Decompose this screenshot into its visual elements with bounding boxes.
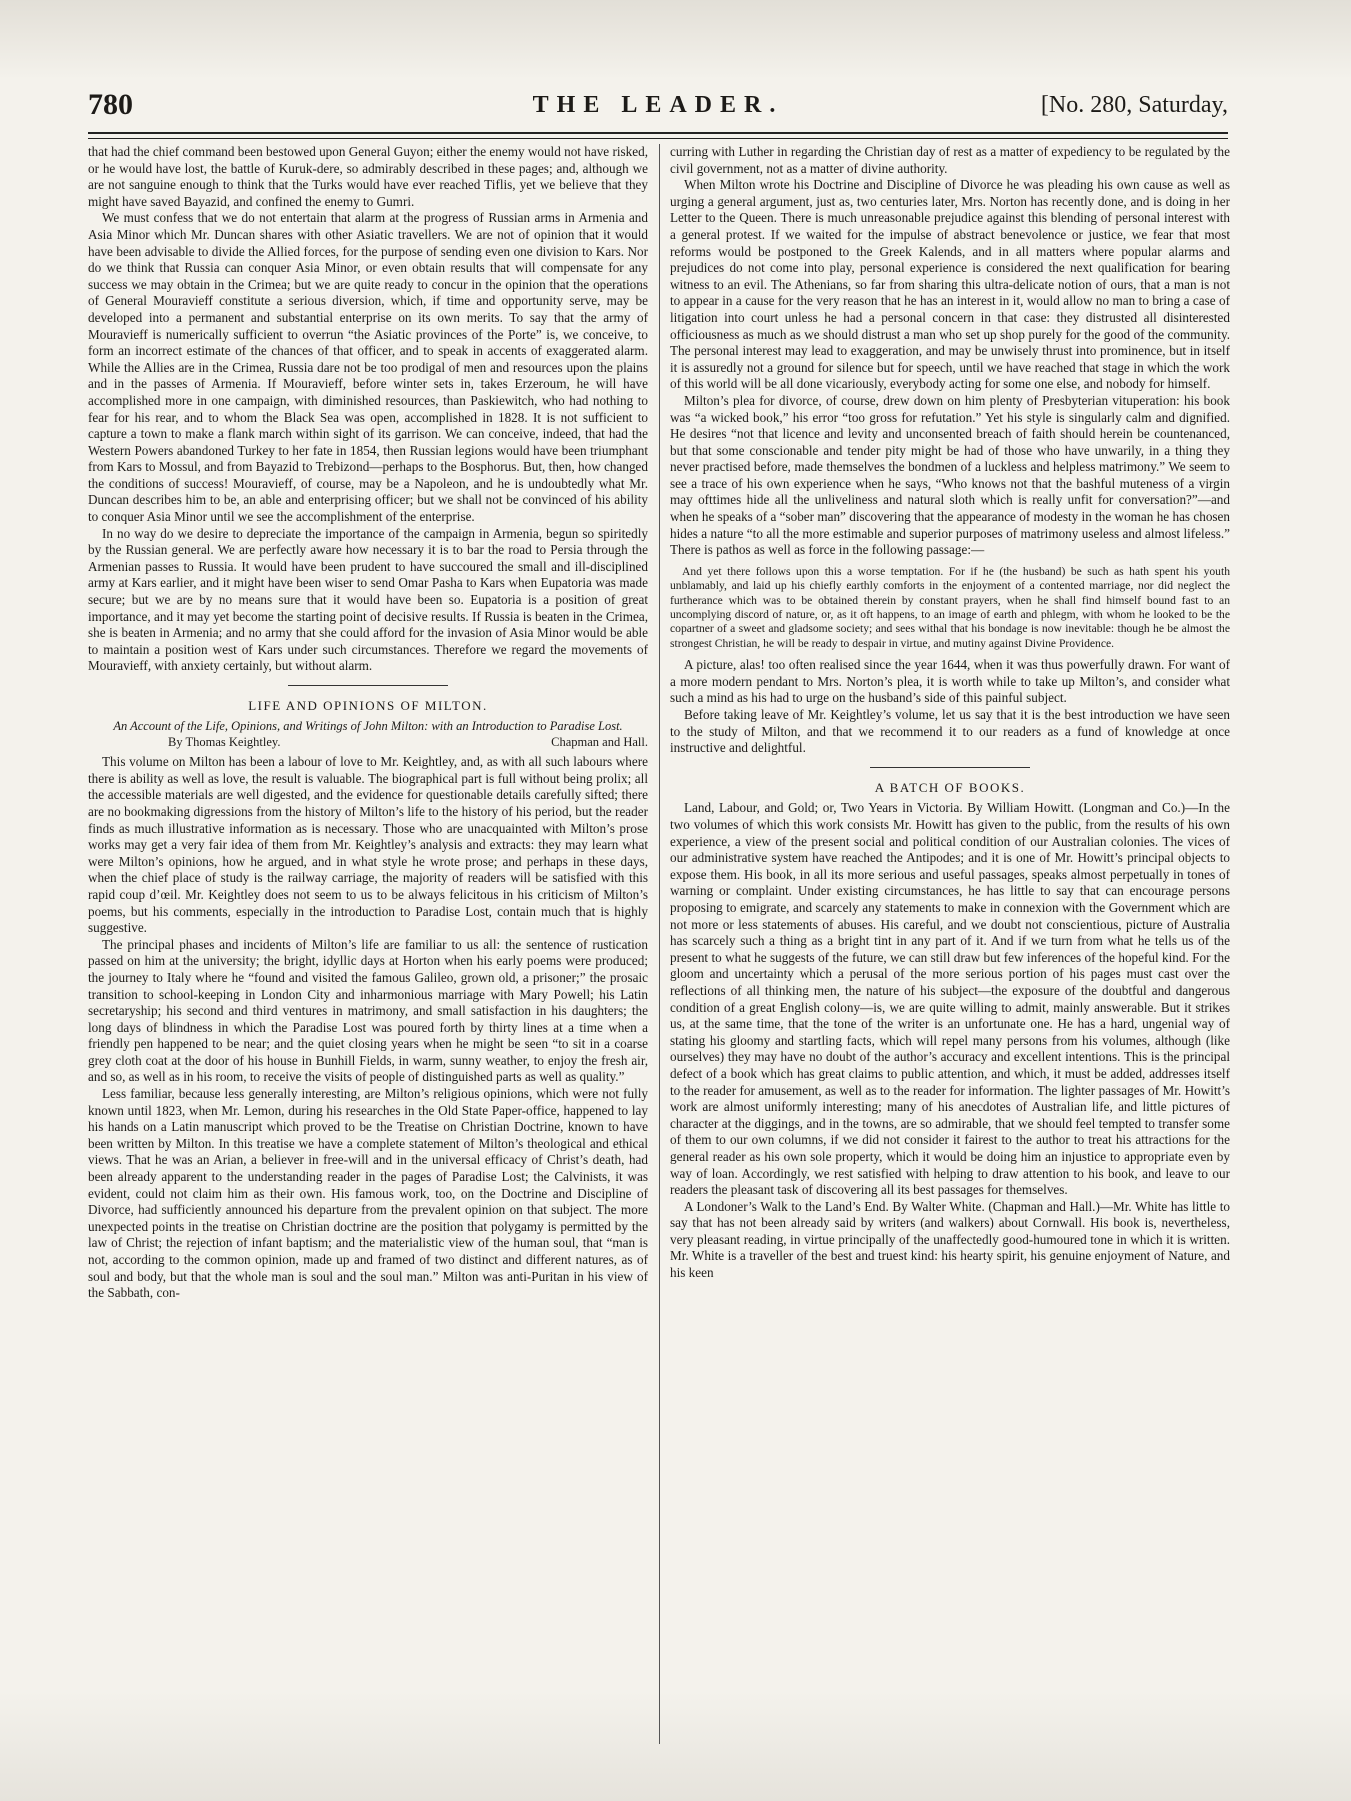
paragraph: This volume on Milton has been a labour of love to Mr. Keightley, and, as with all such labours where there is ability as well as love, the result is valuable. The biographical part is full without being prolix; all the accessible materials are well digested, and the evidence for questionable details carefully sifted; there are no bookmaking digressions from the history of Milton’s life to the history of his period, but the reader finds as much illustrative information as is necessary. Those who are unacquainted with Milton’s prose works may get a very fair idea of them from Mr. Keightley’s analysis and extracts: they may learn what were Milton’s opinions, how he argued, and in what style he wrote prose; and perhaps in these days, when the chief place of study is the railway carriage, the majority of readers will be satisfied with this rapid coup d’œil. Mr. Keightley does not seem to us to be always felicitous in his criticism of Milton’s poems, but his comments, especially in the introduction to Paradise Lost, contain much that is highly suggestive. xyxy=(88,754,648,936)
left-column xyxy=(88,144,648,1744)
right-column xyxy=(670,144,1230,1744)
newspaper-page xyxy=(88,70,1228,1750)
paragraph: that had the chief command been bestowed upon General Guyon; either the enemy would not have risked, or he would have lost, the battle of Kuruk-dere, so admirably described in these pages; and, although we are not sanguine enough to think that the Turks would have ever reached Tiflis, yet we believe that they might have saved Bayazid, and confined the enemy to Gumri. xyxy=(88,144,648,209)
masthead-rule xyxy=(88,132,1228,139)
masthead xyxy=(88,88,1228,128)
paragraph: A picture, alas! too often realised since the year 1644, when it was thus powerfully drawn. For want of a more modern pendant to Mrs. Norton’s plea, it is worth while to take up Milton’s, and consider what such a mind as his had to urge on the husband’s side of this painful subject. xyxy=(670,657,1230,706)
paragraph: In no way do we desire to depreciate the importance of the campaign in Armenia, begun so spiritedly by the Russian general. We are perfectly aware how necessary it is to bar the road to Persia through the Armenian passes to Russia. It would have been prudent to have succoured the small and ill-disciplined army at Kars earlier, and it might have been wiser to send Omar Pasha to Kars when Eupatoria was made secure; but we are by no means sure that it would have been so. Eupatoria is a position of great importance, and it may yet become the starting point of decisive results. If Russia is beaten in the Crimea, she is beaten in Armenia; and no army that she could afford for the invasion of Asia Minor would be able to maintain a position west of Kars under such circumstances. Therefore we regard the movements of Mouravieff, with anxiety certainly, but without alarm. xyxy=(88,525,648,674)
page-number: 780 xyxy=(88,88,133,121)
paragraph: Land, Labour, and Gold; or, Two Years in Victoria. By William Howitt. (Longman and Co.)—In the two volumes of which this work consists Mr. Howitt has given to the public, from the results of his own experience, a view of the present social and political condition of our Australian colonies. The vices of our administrative system have reached the Antipodes; and it is one of Mr. Howitt’s principal objects to expose them. His book, in all its more serious and useful passages, speaks almost perpetually in tones of warning or complaint. Under existing circumstances, he has little to say that can encourage persons proposing to emigrate, and scarcely any statements to make in connexion with the Government which are not more or less statements of abuses. His careful, and we doubt not conscientious, picture of Australia has scarcely such a thing as a bright tint in any part of it. And if we turn from what he tells us of the present to what he suggests of the future, we can still draw but few inferences of the hopeful kind. For the gloom and uncertainty which a perusal of the more serious portion of his pages must cast over the reflections of all thinking men, the nature of his subject—the exposure of the doubtful and dangerous condition of a great English colony—is, we are quite willing to admit, mainly answerable. But it strikes us, at the same time, that the tone of the writer is an unfortunate one. He has a hard, ungenial way of stating his gloomy and startling facts, which will repel many persons from his volumes, although (like ourselves) they may have no doubt of the author’s accuracy and excellent intentions. This is the principal defect of a book which has great claims to public attention, and which, it must be added, addresses itself to the reader for amusement, as well as to the reader for information. The lighter passages of Mr. Howitt’s work are almost uniformly interesting; many of his anecdotes of Australian life, and little pictures of character at the diggings, and in the towns, are so admirable, that we should feel tempted to transfer some of them to our own columns, if we did not consider it fairest to the author to treat his attractions for the general reader as his own sole property, which it would be doing him an injustice to appropriate even by way of loan. Accordingly, we rest satisfied with helping to draw attention to his book, and leave to our readers the pleasant task of discovering all its best passages for themselves. xyxy=(670,800,1230,1198)
issue-label: [No. 280, Saturday, xyxy=(1040,92,1228,118)
section-divider xyxy=(288,685,448,686)
section-divider xyxy=(870,767,1030,768)
article-subtitle: An Account of the Life, Opinions, and Writings of John Milton: with an Introduction to Paradise Lost. xyxy=(113,718,623,733)
paragraph: We must confess that we do not entertain that alarm at the progress of Russian arms in Armenia and Asia Minor which Mr. Duncan shares with other Asiatic travellers. We are not of opinion that it would have been advisable to divide the Allied forces, for the purpose of sending even one division to Kars. Nor do we think that Russia can conquer Asia Minor, or even obtain results that will compensate for any success we may obtain in the Crimea; but we are quite ready to concur in the opinion that the operations of General Mouravieff constitute a serious diversion, which, if time and opportunity serve, may be developed into a permanent and substantial enterprise on its own merits. To say that the army of Mouravieff is numerically sufficient to overrun “the Asiatic provinces of the Porte” is, we conceive, to form an incorrect estimate of the chances of that officer, and to speak in accents of exaggerated alarm. While the Allies are in the Crimea, Russia dare not be too prodigal of men and resources upon the plains and in the passes of Armenia. If Mouravieff, before winter sets in, takes Erzeroum, he will have accomplished more in one campaign, with diminished resources, than Paskiewitch, who had nothing to fear for his rear, and to whom the Black Sea was open, accomplished in 1828. It is not sufficient to capture a town to make a flank march within sight of its garrison. We can conceive, indeed, that had the Western Powers abandoned Turkey to her fate in 1854, then Russian legions would have been triumphant from Kars to Mossul, and from Bayazid to Trebizond—perhaps to the Bosphorus. But, then, how changed the conditions of success! Mouravieff, of course, may be a Napoleon, and he is undoubtedly what Mr. Duncan describes him to be, an able and enterprising officer; but we shall not be convinced of his ability to conquer Asia Minor until we see the accomplishment of the enterprise. xyxy=(88,210,648,525)
paragraph: curring with Luther in regarding the Christian day of rest as a matter of expediency to be regulated by the civil government, not as a matter of divine authority. xyxy=(670,144,1230,176)
quote-text: And yet there follows upon this a worse temptation. For if he (the husband) be such as hath spent his youth unblamably, and laid up his chiefly earthly comforts in the enjoyment of a contented marriage, nor did neglect the furtherance which was to be obtained therein by constant prayers, when he shall find himself bound fast to an uncomplying discord of nature, or, as it oft happens, to an image of earth and phlegm, with whom he looked to be the copartner of a sweet and gladsome society; and sees withal that his bondage is now inevitable: though he be almost the strongest Christian, he will be ready to despair in virtue, and mutiny against Divine Providence. xyxy=(670,564,1230,650)
paragraph: When Milton wrote his Doctrine and Discipline of Divorce he was pleading his own cause as well as urging a general argument, just as, two centuries later, Mrs. Norton has recently done, and is doing in her Letter to the Queen. There is much unreasonable prejudice against this blending of personal interest with a general protest. If we waited for the impulse of abstract benevolence or justice, we fear that most reforms would be postponed to the Greek Kalends, and in all matters where popular alarms and prejudices do not come into play, personal experience is considered the next qualification for bearing witness to an evil. The Athenians, so far from sharing this ultra-delicate notion of ours, that a man is not to appear in a cause for the very reason that he has an interest in it, would allow no man to bring a case of litigation into court unless he had a personal concern in that case: they distrusted all disinterested officiousness as much as we should distrust a man who set up shop purely for the good of the community. The personal interest may lead to exaggeration, and may be unwisely thrust into prominence, but in itself it is assuredly not a ground for silence but for speech, until we have reached that stage in which the work of this world will be all done vicariously, everybody acting for some one else, and nobody for himself. xyxy=(670,177,1230,392)
author: By Thomas Keightley. xyxy=(168,734,281,749)
article-heading-batch: A BATCH OF BOOKS. xyxy=(874,779,1026,795)
publisher: Chapman and Hall. xyxy=(551,734,648,749)
block-quote xyxy=(670,565,1230,651)
scan-margin-top xyxy=(0,0,1351,80)
paragraph: Milton’s plea for divorce, of course, drew down on him plenty of Presbyterian vituperation: his book was “a wicked book,” his error “too gross for refutation.” Yet his style is singularly calm and dignified. He desires “not that licence and levity and unconsented breach of faith should herein be countenanced, but that some conscionable and tender pity might be had of those who have unwarily, in a thing they never practised before, made themselves the bondmen of a luckless and helpless matrimony.” We seem to see a trace of his own experience when he says, “Who knows not that the bashful muteness of a virgin may ofttimes hide all the unliveliness and natural sloth which is really unfit for conversation?”—and when he speaks of a “sober man” discovering that the appearance of modesty in the woman he has chosen hides a nature “to all the more estimable and superior purposes of matrimony useless and almost lifeless.” There is pathos as well as force in the following passage:— xyxy=(670,392,1230,558)
paragraph: The principal phases and incidents of Milton’s life are familiar to us all: the sentence of rustication passed on him at the university; the bright, idyllic days at Horton when his early poems were produced; the journey to Italy where he “found and visited the famous Galileo, grown old, a prisoner;” the prosaic transition to school-keeping in London City and inharmonious marriage with Mary Powell; his Latin secretaryship; his second and third ventures in matrimony, and small satisfaction in his daughters; the long days of blindness in which the Paradise Lost was poured forth by thirty lines at a time when a friendly pen happened to be near; and the quiet closing years when he might be seen “to sit in a coarse grey cloth coat at the door of his house in Bunhill Fields, in warm, sunny weather, to enjoy the fresh air, and so, as well as in his room, to receive the visits of people of distinguished parts as well as quality.” xyxy=(88,936,648,1085)
paragraph: A Londoner’s Walk to the Land’s End. By Walter White. (Chapman and Hall.)—Mr. White has little to say that has not been already said by writers (and walkers) about Cornwall. His book is, nevertheless, very pleasant reading, in virtue principally of the unaffectedly good-humoured tone in which it is written. Mr. White is a traveller of the best and truest kind: his hearty spirit, his genuine enjoyment of Nature, and his keen xyxy=(670,1198,1230,1281)
byline xyxy=(88,734,648,751)
column-divider xyxy=(659,144,660,1744)
newspaper-title: THE LEADER. xyxy=(532,92,784,118)
paragraph: Before taking leave of Mr. Keightley’s volume, let us say that it is the best introduction we have seen to the study of Milton, and that we recommend it to our readers as a fund of knowledge at once instructive and delightful. xyxy=(670,707,1230,756)
article-heading-milton: LIFE AND OPINIONS OF MILTON. xyxy=(248,698,488,713)
paragraph: Less familiar, because less generally interesting, are Milton’s religious opinions, which were not fully known until 1823, when Mr. Lemon, during his researches in the Old State Paper-office, happened to lay his hands on a Latin manuscript which proved to be the Treatise on Christian Doctrine, known to have been written by Milton. In this treatise we have a complete statement of Milton’s theological and ethical views. That he was an Arian, a believer in free-will and in the universal efficacy of Christ’s death, had been already apparent to the understanding reader in the pages of Paradise Lost; the Calvinists, it was evident, could not claim him as their own. His famous work, too, on the Doctrine and Discipline of Divorce, had sufficiently announced his departure from the prevalent opinion on that subject. The more unexpected points in the treatise on Christian doctrine are the position that polygamy is permitted by the law of Christ; the rejection of infant baptism; and the materialistic view of the human soul, that “man is not, according to the common opinion, made up and framed of two distinct and different natures, as of soul and body, but that the whole man is soul and the soul man.” Milton was anti-Puritan in his view of the Sabbath, con- xyxy=(88,1086,648,1301)
